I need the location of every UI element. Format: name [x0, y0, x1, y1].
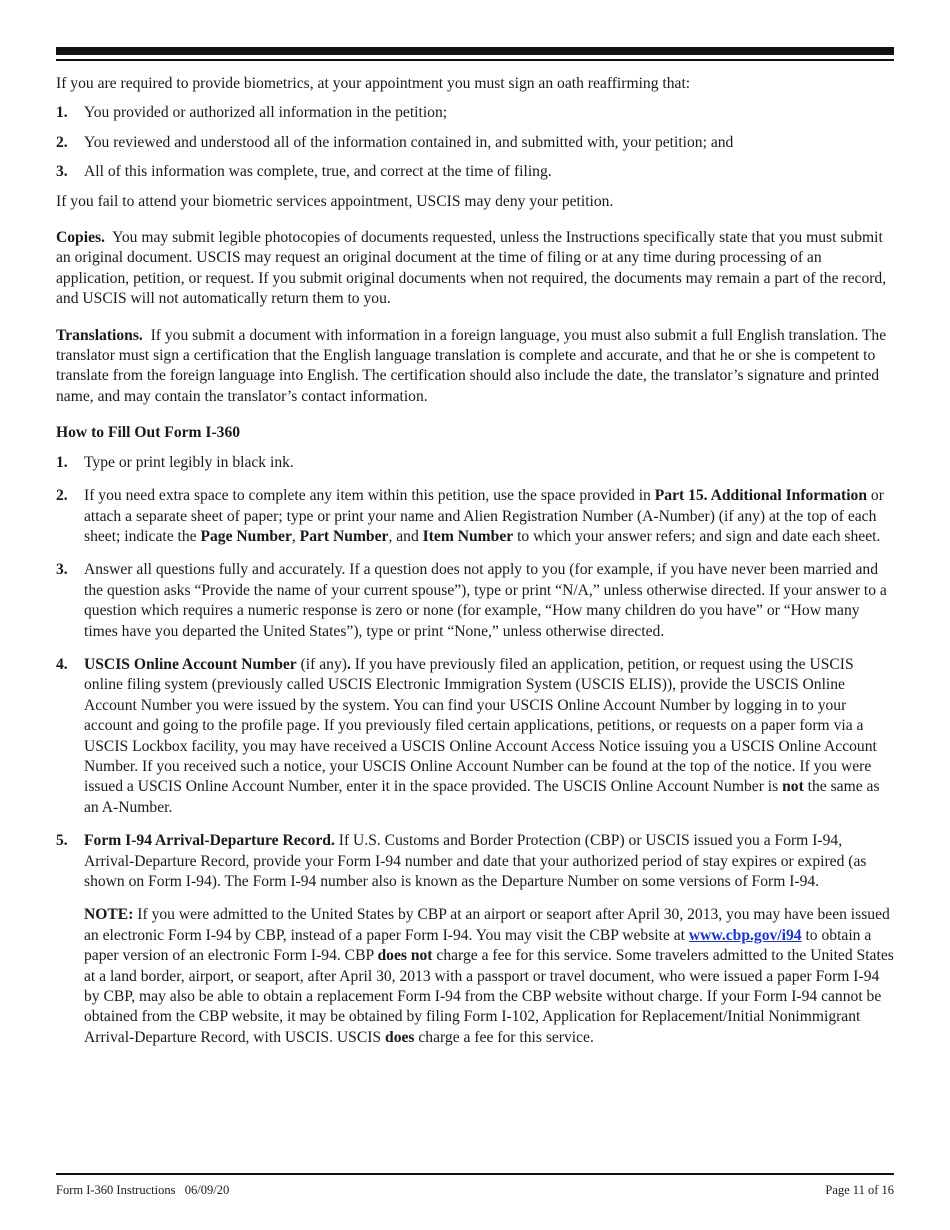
item-text: Form I-94 Arrival-Departure Record. If U.S. Customs and Border Protection (CBP) or USCIS issued you a Form I-94, Arrival-Departure Record, provide your Form I-94 number and date that your authorized period of stay expires or expired (as shown on Form I-94). The Form I-94 number also is known as the Departure Number on some versions of Form I-94. — [84, 832, 867, 890]
oath-item-1 — [56, 103, 894, 123]
item-text: USCIS Online Account Number (if any). If you have previously filed an application, petition, or request using the USCIS online filing system (previously called USCIS Electronic Immigration System (USCIS ELIS)), provide the USCIS Online Account Number you were issued by the system. You can find your USCIS Online Account Number by logging in to your account and going to the profile page. If you previously filed certain applications, petitions, or requests on a paper form via a USCIS Lockbox facility, you may have received a USCIS Online Account Access Notice issuing you a USCIS Online Account Number. If you received such a notice, your USCIS Online Account Number can be found at the top of the notice. If you were issued a USCIS Online Account Number, enter it in the space provided. The USCIS Online Account Number is not the same as an A-Number. — [84, 655, 880, 816]
cbp-i94-link[interactable]: www.cbp.gov/i94 — [688, 926, 802, 944]
instruction-item-4 — [56, 655, 894, 818]
item-number: 2. — [56, 133, 68, 151]
oath-item-3 — [56, 162, 894, 182]
item-text: Answer all questions fully and accurately. If a question does not apply to you (for example, if you have never been married and the question asks “Provide the name of your current spouse”), type or print “N/A,” unless otherwise directed. If your answer to a question which requires a numeric response is zero or none (for example, “How many children do you have” or “How many times have you departed the United States”), type or print “None,” unless otherwise directed. — [84, 561, 887, 640]
header-rule-thin — [56, 59, 894, 61]
instruction-item-1 — [56, 453, 894, 473]
page-number: Page 11 of 16 — [825, 1183, 894, 1197]
copies-text: You may submit legible photocopies of documents requested, unless the Instructions specifically state that you must submit an original document. USCIS may request an original document at the time of filing or at any time during processing of an application, petition, or request. If you submit original documents when not required, the documents may remain a part of the record, and USCIS will not automatically return them to you. — [56, 229, 887, 308]
item-text: All of this information was complete, true, and correct at the time of filing. — [84, 163, 552, 181]
translations-paragraph — [56, 326, 894, 408]
instruction-item-2 — [56, 486, 894, 547]
page-content — [56, 74, 894, 1048]
item-text: You provided or authorized all information in the petition; — [84, 104, 448, 122]
item-number: 2. — [56, 487, 68, 505]
instruction-item-5 — [56, 831, 894, 892]
item-number: 4. — [56, 655, 68, 673]
document-page — [56, 0, 894, 1230]
item-number: 3. — [56, 561, 68, 579]
translations-heading: Translations. — [56, 326, 143, 344]
copies-paragraph — [56, 228, 894, 310]
item-number: 1. — [56, 104, 68, 122]
translations-text: If you submit a document with information in a foreign language, you must also submit a full English translation. The translator must sign a certification that the English language translation is complete and accurate, and that he or she is competent to translate from the foreign language into English. The certification should also include the date, the translator’s signature and printed name, and may contain the translator’s contact information. — [56, 326, 887, 405]
item-text: You reviewed and understood all of the information contained in, and submitted with, your petition; and — [84, 133, 734, 151]
footer-rule — [56, 1173, 894, 1175]
note-label: NOTE: — [84, 906, 134, 924]
oath-item-2 — [56, 133, 894, 153]
instruction-item-3 — [56, 560, 894, 642]
item-number: 5. — [56, 832, 68, 850]
i94-note: NOTE: If you were admitted to the United States by CBP at an airport or seaport after April 30, 2013, you may have been issued an electronic Form I-94 by CBP, instead of a paper Form I-94. You may visit the CBP website at www.cbp.gov/i94 to obtain a paper version of an electronic Form I-94. CBP does not charge a fee for this service. Some travelers admitted to the United States at a land border, airport, or seaport, after April 30, 2013 with a passport or travel document, who were issued a paper Form I-94 by CBP, may also be able to obtain a replacement Form I-94 from the CBP website without charge. If your Form I-94 cannot be obtained from the CBP website, it may be obtained by filing Form I-102, Application for Replacement/Initial Nonimmigrant Arrival-Departure Record, with USCIS. USCIS does charge a fee for this service. — [84, 906, 894, 1046]
form-edition-label: Form I-360 Instructions 06/09/20 — [56, 1183, 230, 1197]
item-number: 3. — [56, 163, 68, 181]
biometrics-fail-notice: If you fail to attend your biometric services appointment, USCIS may deny your petition. — [56, 192, 614, 210]
section-heading-how-to-fill: How to Fill Out Form I-360 — [56, 424, 241, 442]
item-text: Type or print legibly in black ink. — [84, 453, 294, 471]
header-rule-thick — [56, 47, 894, 55]
item-number: 1. — [56, 453, 68, 471]
copies-heading: Copies. — [56, 229, 105, 247]
item-text: If you need extra space to complete any item within this petition, use the space provided in Part 15. Additional Information or attach a separate sheet of paper; type or print your name and Alien Registration Number (A-Number) (if any) at the top of each sheet; indicate the Page Number, Part Number, and Item Number to which your answer refers; and sign and date each sheet. — [84, 487, 884, 545]
page-footer — [56, 1183, 894, 1198]
biometrics-lead: If you are required to provide biometrics, at your appointment you must sign an oath reaffirming that: — [56, 75, 691, 92]
